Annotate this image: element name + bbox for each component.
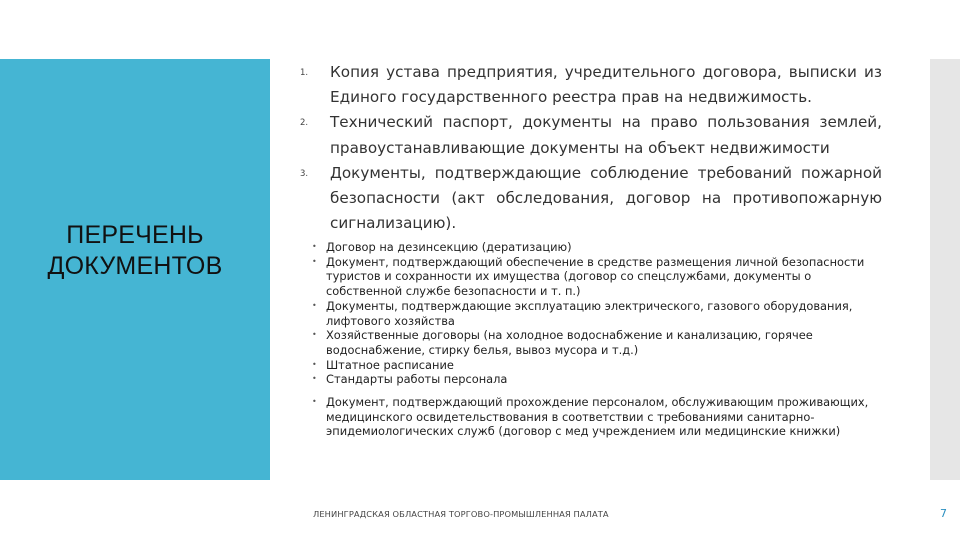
- bullet-icon: •: [312, 397, 317, 407]
- numbered-list: [300, 60, 882, 236]
- bullet-item: [312, 299, 872, 328]
- item-text: Копия устава предприятия, учредительного договора, выписки из Единого государственного реестра прав на недвижимость.: [330, 63, 882, 107]
- item-number: 1.: [300, 68, 309, 78]
- bullet-text: Документ, подтверждающий обеспечение в средстве размещения личной безопасности туристов и сохранности их имущества (договор со спецслужбами, документы о собственной службе безопасности и т. п.): [326, 254, 865, 299]
- bullet-text: Хозяйственные договоры (на холодное водоснабжение и канализацию, горячее водоснабжение, стирку белья, вывоз мусора и т.д.): [326, 328, 813, 357]
- slide-title: ПЕРЕЧЕНЬ ДОКУМЕНТОВ: [47, 221, 223, 280]
- item-number: 3.: [300, 168, 309, 179]
- numbered-item: [300, 60, 882, 110]
- bullet-icon: •: [312, 256, 317, 266]
- bullet-item: [312, 358, 872, 373]
- bullet-icon: •: [312, 300, 317, 310]
- bullet-item: [312, 240, 872, 255]
- numbered-item: [300, 110, 882, 160]
- bullet-icon: •: [312, 242, 317, 251]
- bullet-text: Документ, подтверждающий прохождение персоналом, обслуживающим проживающих, медицинского освидетельствования в соответствии с требованиями санитарно-эпидемиологических служб (договор с мед учреждением или медицинские книжки): [326, 395, 869, 439]
- bullet-icon: •: [312, 330, 317, 340]
- right-decor-strip: [930, 59, 960, 480]
- bullet-text: Документы, подтверждающие эксплуатацию электрического, газового оборудования, лифтового хозяйства: [326, 298, 853, 328]
- footer-text: ЛЕНИНГРАДСКАЯ ОБЛАСТНАЯ ТОРГОВО-ПРОМЫШЛЕННАЯ ПАЛАТА: [313, 509, 609, 519]
- item-number: 2.: [300, 118, 309, 129]
- bullet-item: [312, 372, 872, 387]
- bullet-text: Штатное расписание: [326, 357, 454, 372]
- bullet-item: [312, 255, 872, 299]
- page-number: 7: [940, 507, 947, 520]
- bullet-icon: •: [312, 359, 317, 369]
- item-text: Технический паспорт, документы на право пользования землей, правоустанавливающие документы на объект недвижимости: [330, 113, 882, 157]
- bullet-item: [312, 395, 872, 439]
- item-text: Документы, подтверждающие соблюдение требований пожарной безопасности (акт обследования, договор на противопожарную сигнализацию).: [330, 163, 882, 233]
- bullet-list: [312, 240, 872, 439]
- bullet-text: Стандарты работы персонала: [326, 372, 508, 387]
- bullet-icon: •: [312, 374, 317, 384]
- numbered-item: [300, 161, 882, 237]
- bullet-text: Договор на дезинсекцию (дератизацию): [326, 240, 572, 254]
- bullet-item: [312, 328, 872, 357]
